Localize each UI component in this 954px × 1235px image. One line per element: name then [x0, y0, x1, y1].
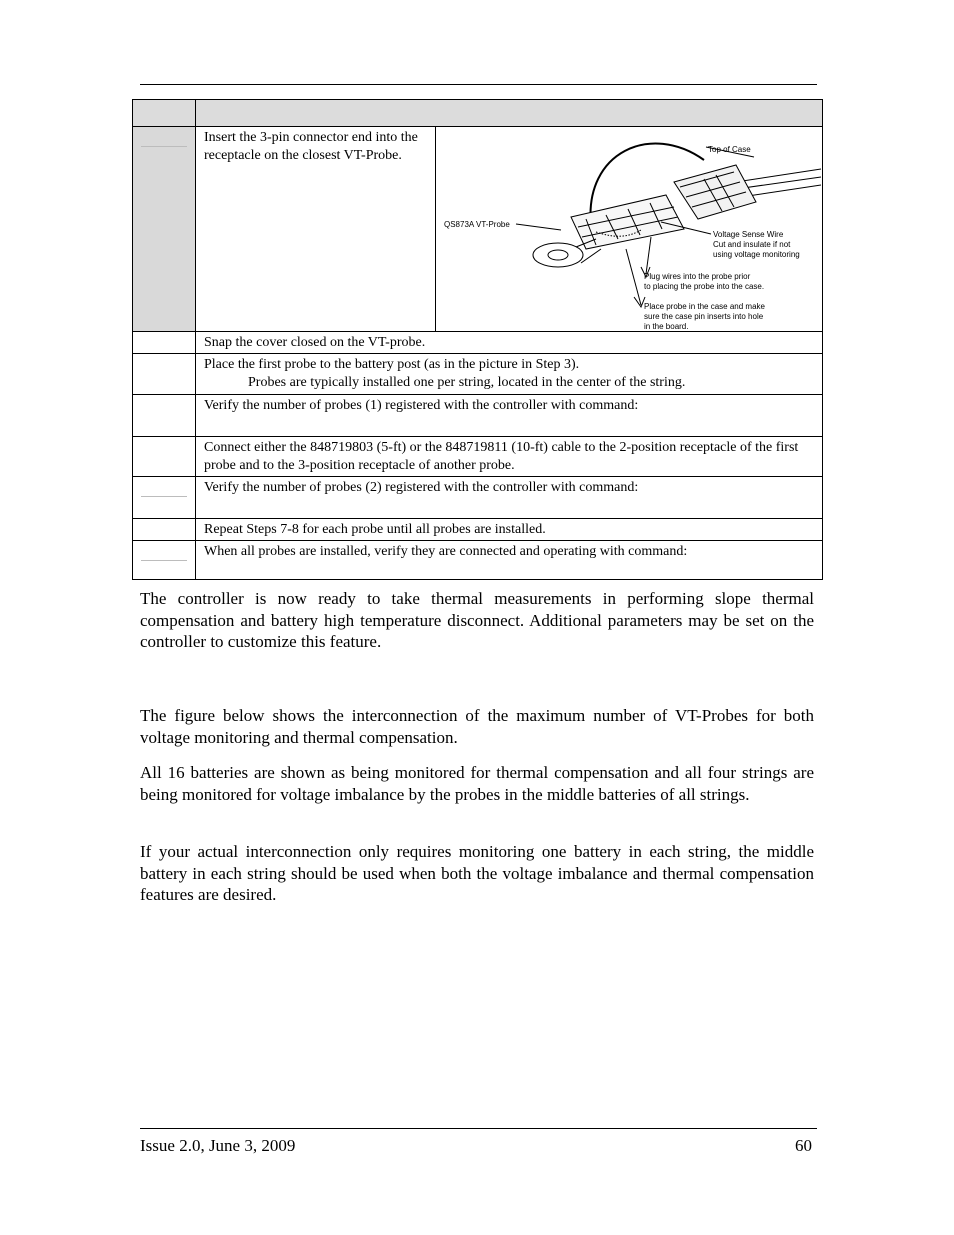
top-of-case-label: Top of Case	[708, 145, 751, 154]
table-header-row	[133, 100, 822, 126]
step-instruction-line: Place the first probe to the battery post (as in the picture in Step 3).	[204, 357, 580, 372]
step-instruction	[196, 354, 822, 394]
step-instruction: Repeat Steps 7-8 for each probe until all probes are installed.	[204, 522, 546, 537]
step-instruction: Verify the number of probes (2) registered with the controller with command:	[204, 480, 639, 495]
plug-wires-note: to placing the probe into the case.	[644, 282, 765, 291]
step-instruction: Verify the number of probes (1) registered with the controller with command:	[204, 398, 639, 413]
procedure-table	[132, 99, 823, 580]
voltage-sense-label: Voltage Sense Wire	[713, 230, 784, 239]
step-note: Probes are typically installed one per string, located in the center of the string.	[248, 375, 686, 390]
step-cell	[133, 477, 196, 518]
voltage-sense-note: using voltage monitoring	[713, 250, 800, 259]
plug-wires-label: Plug wires into the probe prior	[644, 272, 751, 281]
table-row	[133, 436, 822, 476]
paragraph: If your actual interconnection only requires monitoring one battery in each string, the middle battery in each string should be used when both the voltage imbalance and thermal compensation features are desired.	[140, 842, 814, 904]
step-cell	[133, 437, 196, 476]
table-row	[133, 353, 822, 394]
paragraph: The controller is now ready to take thermal measurements in performing slope thermal compensation and battery high temperature disconnect. Additional parameters may be set on the controller to customize this feature.	[140, 589, 814, 651]
footer-rule	[140, 1128, 817, 1129]
voltage-sense-note: Cut and insulate if not	[713, 240, 791, 249]
table-row	[133, 540, 822, 579]
table-row	[133, 394, 822, 436]
place-probe-note: in the board.	[644, 322, 689, 331]
step-cell	[133, 395, 196, 436]
step-instruction: Connect either the 848719803 (5-ft) or the 848719811 (10-ft) cable to the 2-position receptacle of the first probe and to the 3-position receptacle of another probe.	[204, 440, 799, 473]
table-row	[133, 126, 822, 331]
step-instruction: When all probes are installed, verify they are connected and operating with command:	[204, 544, 688, 559]
vt-probe-figure	[436, 127, 822, 331]
table-row	[133, 518, 822, 540]
footer-issue: Issue 2.0, June 3, 2009	[140, 1136, 296, 1155]
step-cell	[133, 519, 196, 540]
header-rule	[140, 84, 817, 85]
step-instruction: Insert the 3-pin connector end into the receptacle on the closest VT-Probe.	[196, 127, 436, 331]
step-cell	[133, 354, 196, 394]
paragraph: All 16 batteries are shown as being monitored for thermal compensation and all four strings are being monitored for voltage imbalance by the probes in the middle batteries of all strings.	[140, 763, 814, 804]
place-probe-note: sure the case pin inserts into hole	[644, 312, 764, 321]
step-cell	[133, 332, 196, 353]
step-cell	[133, 127, 196, 331]
step-cell	[133, 541, 196, 579]
page-number: 60	[795, 1136, 812, 1155]
probe-label: QS873A VT-Probe	[444, 220, 510, 229]
table-row	[133, 331, 822, 353]
instruction-header-cell	[196, 100, 822, 126]
step-header-cell	[133, 100, 196, 126]
step-instruction: Snap the cover closed on the VT-probe.	[204, 335, 426, 350]
place-probe-label: Place probe in the case and make	[644, 302, 765, 311]
table-row	[133, 476, 822, 518]
paragraph: The figure below shows the interconnection of the maximum number of VT-Probes for both voltage monitoring and thermal compensation.	[140, 706, 814, 747]
